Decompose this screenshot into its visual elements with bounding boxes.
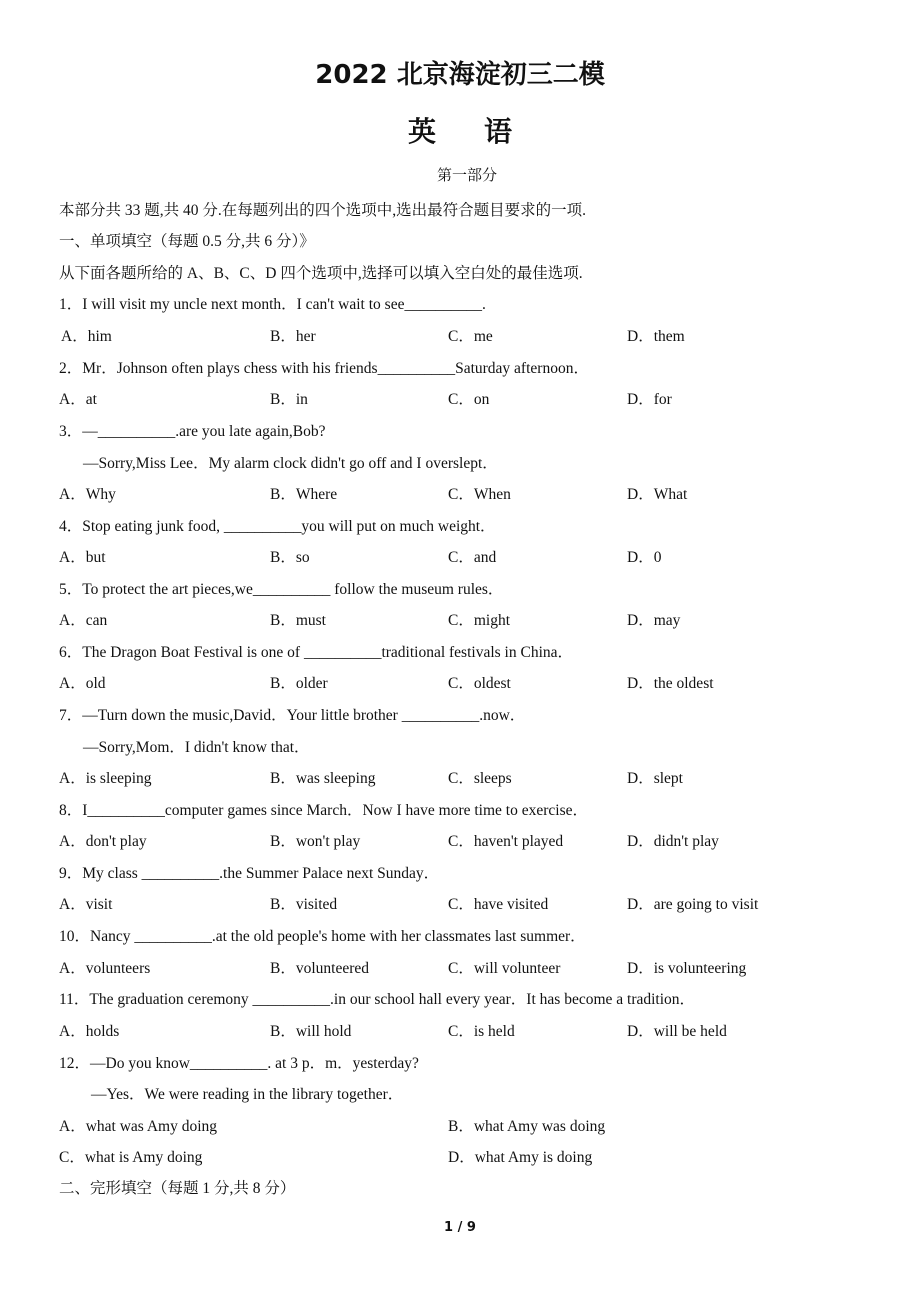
option-d: D．slept xyxy=(627,770,683,787)
option-d: D．for xyxy=(627,391,672,408)
question-stem: 6．The Dragon Boat Festival is one of __________traditional festivals in China． xyxy=(59,644,574,661)
option-b: B．in xyxy=(270,391,308,408)
option-a: A．what was Amy doing xyxy=(59,1118,218,1135)
question-stem: 4．Stop eating junk food, __________you will put on much weight． xyxy=(59,518,496,535)
question-stem: 1．I will visit my uncle next month．I can't wait to see__________. xyxy=(59,296,486,313)
option-d: D．is volunteering xyxy=(627,960,747,977)
option-b: B．volunteered xyxy=(270,960,370,977)
option-b: B．her xyxy=(270,328,316,345)
option-b: B．what Amy was doing xyxy=(448,1118,606,1135)
section-heading-1: 一、单项填空（每题 0.5 分,共 6 分）》 xyxy=(59,233,315,250)
option-c: C．what is Amy doing xyxy=(59,1149,203,1166)
question-stem: 3．—__________.are you late again,Bob? xyxy=(59,423,326,440)
option-c: C．might xyxy=(448,612,511,629)
option-d: D．the oldest xyxy=(627,675,714,692)
question-stem: 2．Mr．Johnson often plays chess with his friends__________Saturday afternoon． xyxy=(59,360,589,377)
option-d: D．are going to visit xyxy=(627,896,759,913)
option-b: B．so xyxy=(270,549,310,566)
option-b: B．was sleeping xyxy=(270,770,376,787)
page-number: 1 / 9 xyxy=(444,1220,476,1235)
option-c: C．is held xyxy=(448,1023,515,1040)
option-a: A．old xyxy=(59,675,106,692)
question-dialogue: —Sorry,Miss Lee．My alarm clock didn't go off and I overslept． xyxy=(83,455,498,472)
question-stem: 12．—Do you know__________. at 3 p．m．yesterday? xyxy=(59,1055,419,1072)
section-heading-2: 二、完形填空（每题 1 分,共 8 分） xyxy=(59,1180,296,1197)
option-b: B．visited xyxy=(270,896,338,913)
question-stem: 9．My class __________.the Summer Palace next Sunday． xyxy=(59,865,440,882)
option-a: A．Why xyxy=(59,486,116,503)
option-c: C．me xyxy=(448,328,493,345)
question-dialogue: —Sorry,Mom．I didn't know that． xyxy=(83,739,310,756)
option-a: A．visit xyxy=(59,896,113,913)
intro-text: 本部分共 33 题,共 40 分.在每题列出的四个选项中,选出最符合题目要求的一项. xyxy=(59,202,587,219)
option-a: A．at xyxy=(59,391,97,408)
option-d: D．will be held xyxy=(627,1023,727,1040)
instruction-text: 从下面各题所给的 A、B、C、D 四个选项中,选择可以填入空白处的最佳选项. xyxy=(59,265,583,282)
option-a: A．is sleeping xyxy=(59,770,152,787)
option-b: B．will hold xyxy=(270,1023,352,1040)
option-a: A．can xyxy=(59,612,108,629)
question-dialogue: —Yes．We were reading in the library together． xyxy=(91,1086,404,1103)
option-d: D．0 xyxy=(627,549,662,566)
option-b: B．Where xyxy=(270,486,338,503)
option-d: D．them xyxy=(627,328,685,345)
option-c: C．have visited xyxy=(448,896,549,913)
option-c: C．haven't played xyxy=(448,833,564,850)
document-title: 2022 北京海淀初三二模 xyxy=(315,60,605,90)
option-d: D．may xyxy=(627,612,681,629)
question-stem: 7．—Turn down the music,David．Your little brother __________.now． xyxy=(59,707,526,724)
subject-heading: 英语 xyxy=(407,115,560,148)
option-b: B．older xyxy=(270,675,328,692)
question-stem: 11．The graduation ceremony __________.in our school hall every year．It has become a tradition． xyxy=(59,991,696,1008)
option-c: C．oldest xyxy=(448,675,511,692)
part-heading: 第一部分 xyxy=(436,168,497,184)
option-d: D．didn't play xyxy=(627,833,719,850)
option-c: C．and xyxy=(448,549,497,566)
option-c: C．will volunteer xyxy=(448,960,561,977)
question-stem: 5．To protect the art pieces,we__________ follow the museum rules． xyxy=(59,581,504,598)
option-a: A．but xyxy=(59,549,106,566)
option-d: D．What xyxy=(627,486,688,503)
option-a: A．holds xyxy=(59,1023,120,1040)
option-d: D．what Amy is doing xyxy=(448,1149,593,1166)
option-c: C．sleeps xyxy=(448,770,512,787)
option-b: B．won't play xyxy=(270,833,361,850)
option-c: C．on xyxy=(448,391,490,408)
question-stem: 10．Nancy __________.at the old people's home with her classmates last summer． xyxy=(59,928,586,945)
option-c: C．When xyxy=(448,486,511,503)
option-a: A．don't play xyxy=(59,833,147,850)
option-b: B．must xyxy=(270,612,326,629)
option-a: A．him xyxy=(61,328,112,345)
question-stem: 8．I__________computer games since March．Now I have more time to exercise． xyxy=(59,802,588,819)
option-a: A．volunteers xyxy=(59,960,151,977)
